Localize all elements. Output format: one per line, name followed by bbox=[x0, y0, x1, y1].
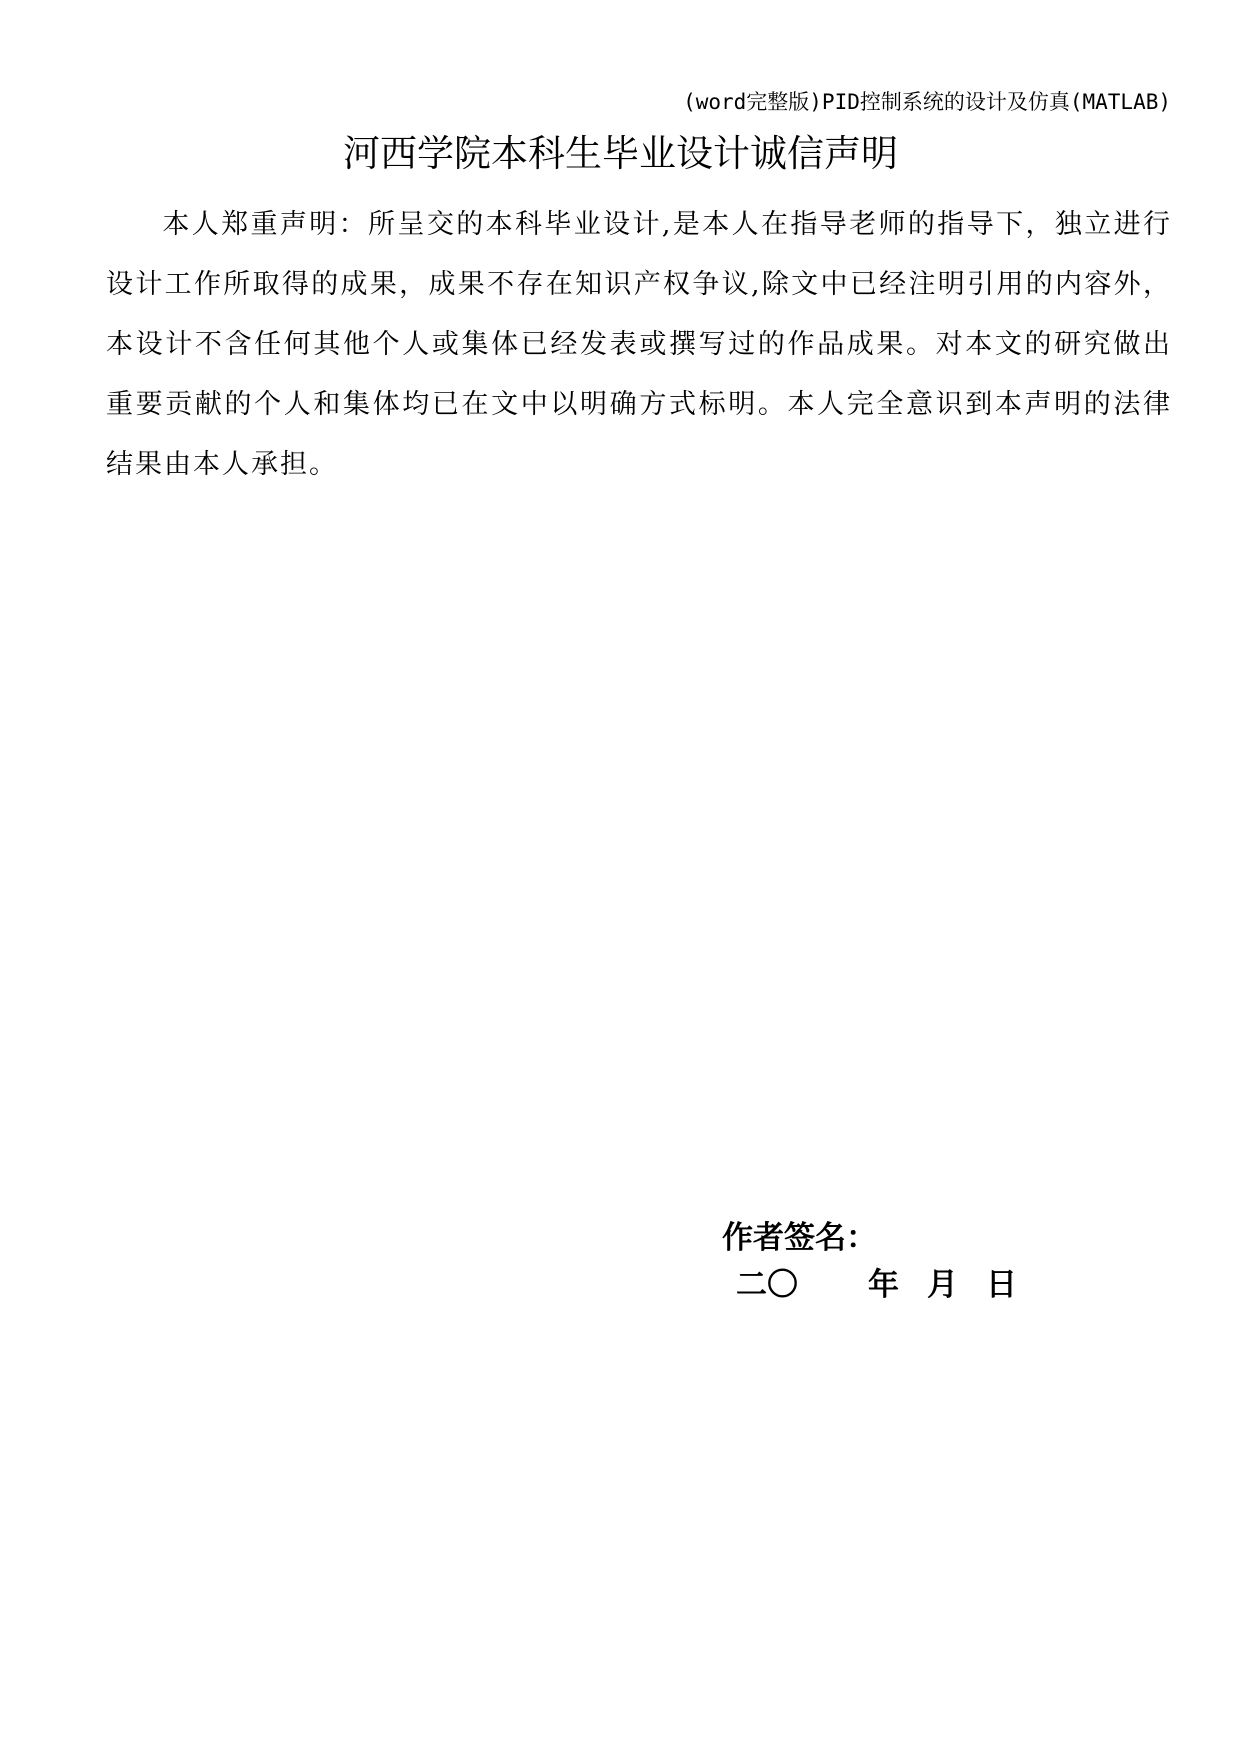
declaration-paragraph bbox=[106, 195, 1172, 495]
declaration-text: 本人郑重声明：所呈交的本科毕业设计,是本人在指导老师的指导下，独立进行设计工作所取得的成果，成果不存在知识产权争议,除文中已经注明引用的内容外，本设计不含任何其他个人或集体已经发表或撰写过的作品成果。对本文的研究做出重要贡献的个人和集体均已在文中以明确方式标明。本人完全意识到本声明的法律结果由本人承担。 bbox=[106, 209, 1172, 480]
signature-date-line bbox=[736, 1262, 1017, 1308]
date-year-label: 年 bbox=[868, 1267, 899, 1303]
date-day-label: 日 bbox=[986, 1267, 1017, 1303]
running-header: (word完整版)PID控制系统的设计及仿真(MATLAB) bbox=[683, 90, 1171, 114]
document-title: 河西学院本科生毕业设计诚信声明 bbox=[343, 132, 898, 175]
date-month-label: 月 bbox=[927, 1267, 958, 1303]
date-year-prefix: 二〇 bbox=[736, 1267, 798, 1303]
author-signature-label: 作者签名： bbox=[722, 1220, 877, 1256]
